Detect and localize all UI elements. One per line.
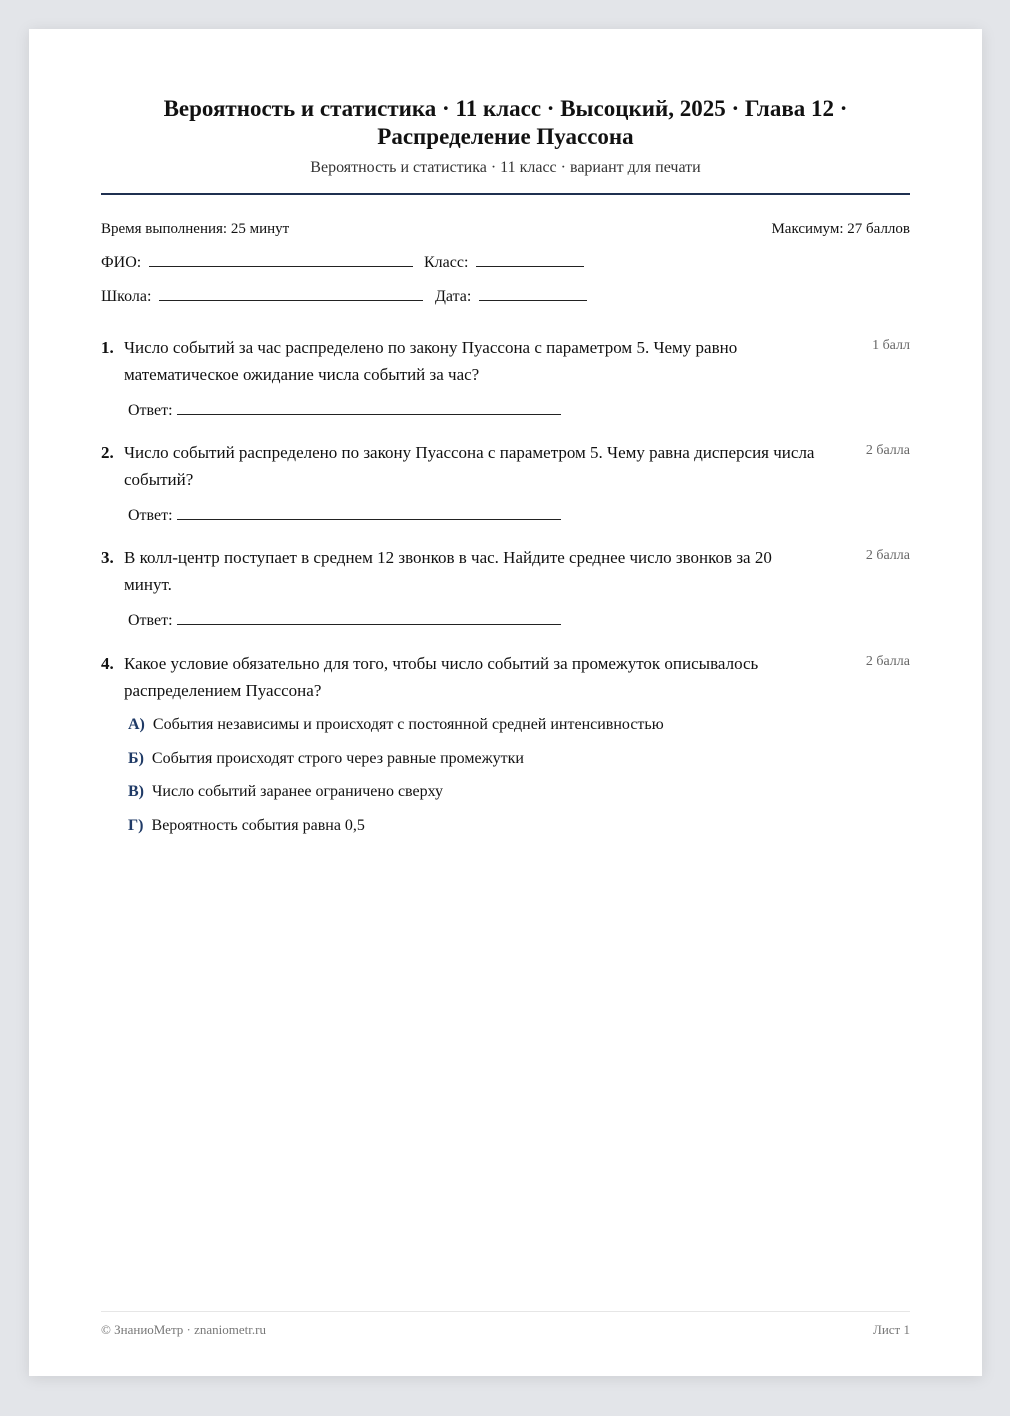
question-text: Число событий за час распределено по закону Пуассона с параметром 5. Чему равно математическое ожидание числа событий за час? — [124, 338, 738, 384]
question-points: 2 балла — [865, 443, 910, 458]
fio-field[interactable] — [101, 252, 413, 273]
question-text: В колл-центр поступает в среднем 12 звонков в час. Найдите среднее число звонков за 20 минут. — [124, 548, 772, 594]
question-points: 1 балл — [872, 338, 910, 353]
max-score: Максимум: 27 баллов — [771, 221, 910, 237]
page-title: Вероятность и статистика · 11 класс · Высоцкий, 2025 · Глава 12 · Распределение Пуассона — [163, 96, 848, 149]
exam-meta — [101, 219, 910, 239]
option-text: События независимы и происходят с постоянной средней интенсивностью — [152, 716, 664, 733]
answer-input-line[interactable] — [177, 610, 561, 625]
option-text: Вероятность события равна 0,5 — [151, 817, 365, 834]
answer-field[interactable] — [128, 505, 561, 526]
worksheet-header — [101, 95, 910, 178]
class-field[interactable] — [424, 252, 584, 273]
question-points: 2 балла — [865, 548, 910, 563]
worksheet-page — [29, 29, 982, 1376]
option-c[interactable] — [128, 782, 443, 802]
option-d[interactable] — [128, 816, 365, 836]
option-letter: В) — [128, 783, 144, 800]
date-label: Дата: — [435, 288, 472, 305]
option-text: События происходят строго через равные промежутки — [151, 750, 524, 767]
page-footer — [101, 1322, 910, 1338]
footer-copyright: © ЗнаниоМетр · znaniometr.ru — [101, 1322, 266, 1337]
question-text: Какое условие обязательно для того, чтобы число событий за промежуток описывалось распределением Пуассона? — [124, 654, 759, 700]
answer-input-line[interactable] — [177, 400, 561, 415]
class-label: Класс: — [424, 254, 469, 271]
footer-divider — [101, 1311, 910, 1312]
option-text: Число событий заранее ограничено сверху — [152, 783, 443, 800]
answer-input-line[interactable] — [177, 505, 561, 520]
answer-label: Ответ: — [128, 507, 173, 524]
question-text: Число событий распределено по закону Пуассона с параметром 5. Чему равна дисперсия числа событий? — [124, 443, 815, 489]
option-letter: А) — [128, 716, 145, 733]
question-number: 1. — [101, 338, 114, 357]
option-letter: Г) — [128, 817, 144, 834]
answer-field[interactable] — [128, 400, 561, 421]
school-input-line[interactable] — [159, 286, 423, 301]
option-letter: Б) — [128, 750, 144, 767]
question-points: 2 балла — [865, 654, 910, 669]
page-subtitle: Вероятность и статистика · 11 класс · вариант для печати — [310, 159, 701, 176]
fio-input-line[interactable] — [149, 252, 413, 267]
question-number: 3. — [101, 548, 114, 567]
school-field[interactable] — [101, 286, 423, 307]
fio-label: ФИО: — [101, 254, 142, 271]
class-input-line[interactable] — [476, 252, 584, 267]
answer-field[interactable] — [128, 610, 561, 631]
option-b[interactable] — [128, 749, 524, 769]
answer-label: Ответ: — [128, 402, 173, 419]
school-label: Школа: — [101, 288, 152, 305]
header-divider — [101, 193, 910, 195]
question-number: 2. — [101, 443, 114, 462]
page-number: Лист 1 — [873, 1322, 910, 1337]
question-number: 4. — [101, 654, 114, 673]
answer-label: Ответ: — [128, 612, 173, 629]
time-limit: Время выполнения: 25 минут — [101, 221, 290, 237]
date-input-line[interactable] — [479, 286, 587, 301]
option-a[interactable] — [128, 715, 664, 735]
date-field[interactable] — [435, 286, 587, 307]
